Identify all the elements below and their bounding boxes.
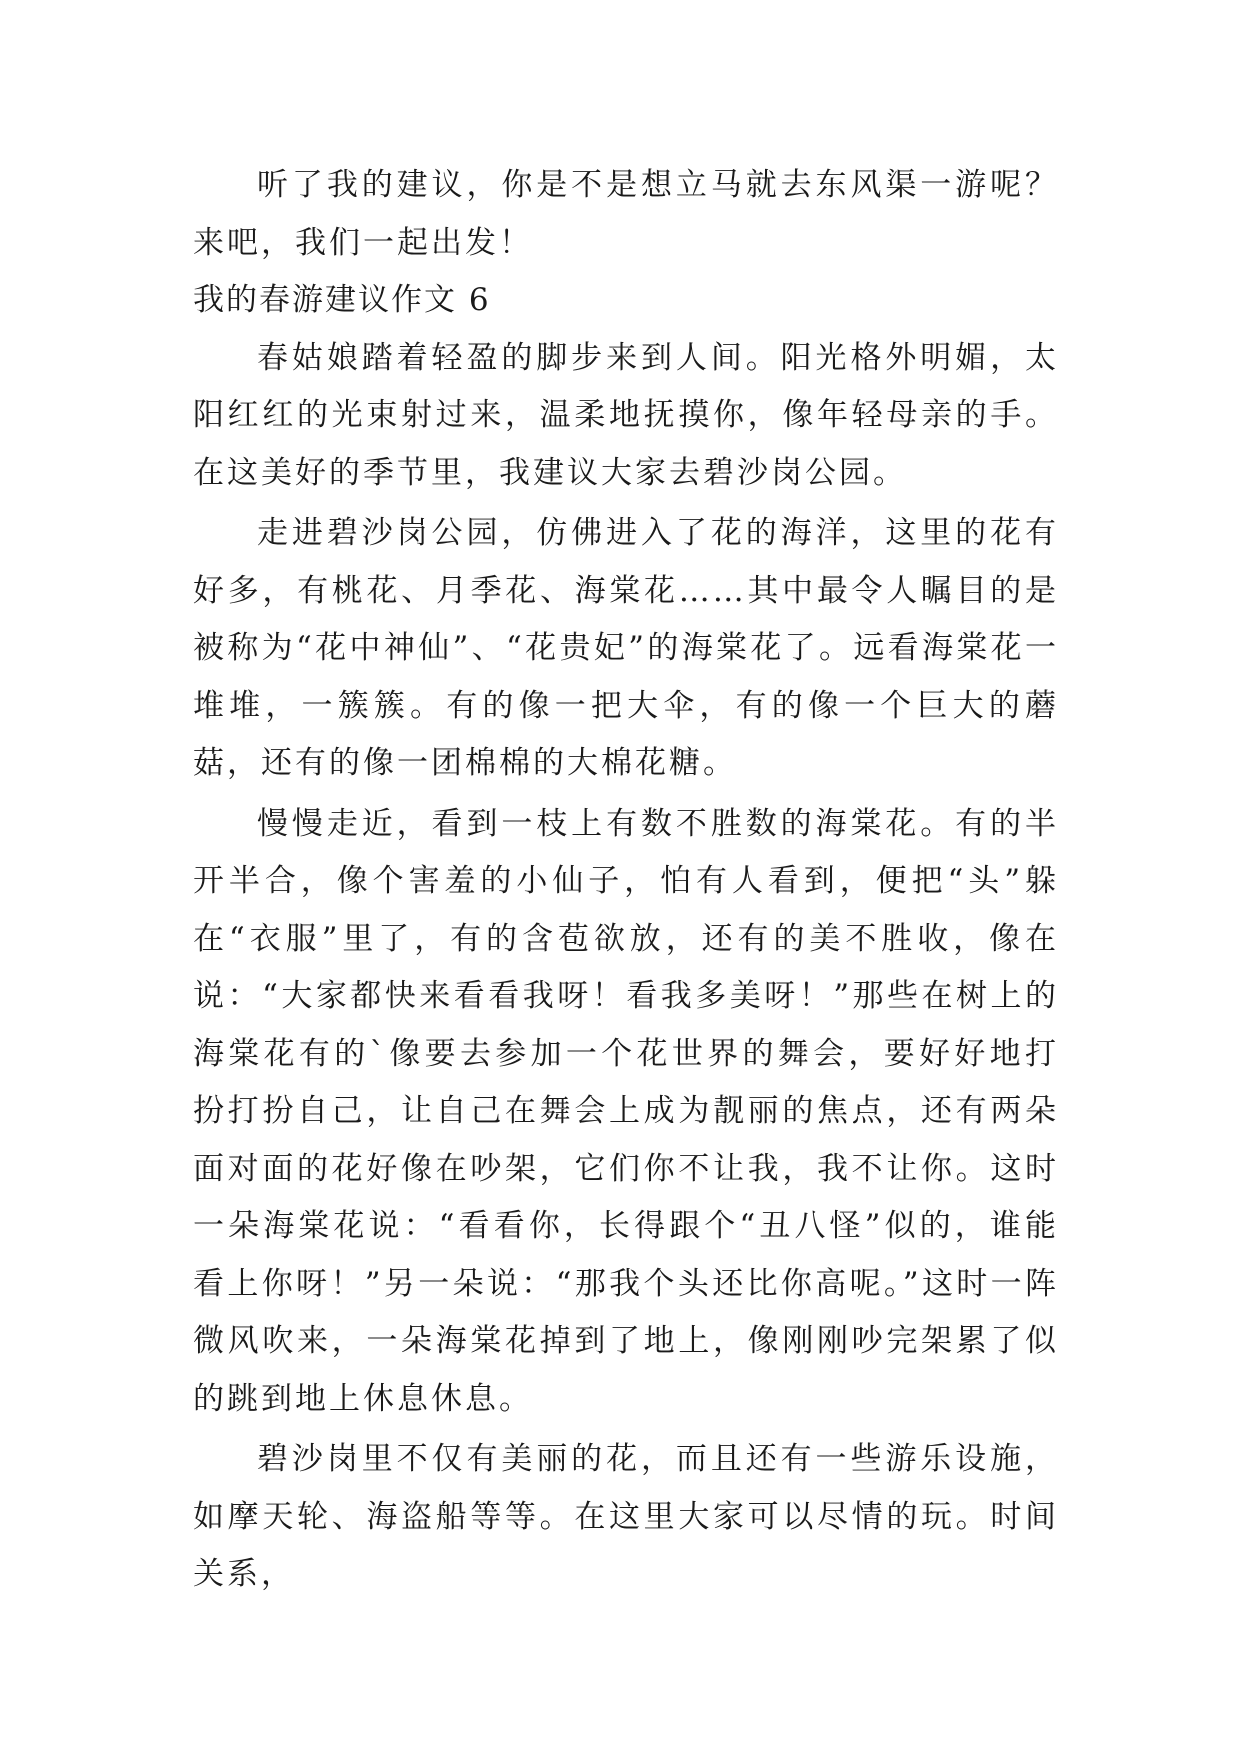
paragraph-amusement-rides: 碧沙岗里不仅有美丽的花，而且还有一些游乐设施，如摩天轮、海盗船等等。在这里大家可以尽情的玩。时间关系，: [193, 1441, 1059, 1592]
essay-heading: 我的春游建议作文 6: [193, 282, 491, 318]
paragraph-closing-invitation: 听了我的建议，你是不是想立马就去东风渠一游呢？来吧，我们一起出发！: [193, 167, 1059, 261]
paragraph-spring-intro: 春姑娘踏着轻盈的脚步来到人间。阳光格外明媚，太阳红红的光束射过来，温柔地抚摸你，像年轻母亲的手。在这美好的季节里，我建议大家去碧沙岗公园。: [193, 339, 1059, 491]
paragraph-begonia-detail: 慢慢走近，看到一枝上有数不胜数的海棠花。有的半开半合，像个害羞的小仙子，怕有人看到，便把“头”躲在“衣服”里了，有的含苞欲放，还有的美不胜收，像在说：“大家都快来看看我呀！看我多美呀！”那些在树上的海棠花有的`像要去参加一个花世界的舞会，要好好地打扮打扮自己，让自己在舞会上成为靓丽的焦点，还有两朵面对面的花好像在吵架，它们你不让我，我不让你。这时一朵海棠花说：“看看你，长得跟个“丑八怪”似的，谁能看上你呀！”另一朵说：“那我个头还比你高呢。”这时一阵微风吹来，一朵海棠花掉到了地上，像刚刚吵完架累了似的跳到地上休息休息。: [193, 805, 1059, 1417]
paragraph-park-flowers: 走进碧沙岗公园，仿佛进入了花的海洋，这里的花有好多，有桃花、月季花、海棠花……其中最令人瞩目的是被称为“花中神仙”、“花贵妃”的海棠花了。远看海棠花一堆堆，一簇簇。有的像一把大伞，有的像一个巨大的蘑菇，还有的像一团棉棉的大棉花糖。: [193, 515, 1059, 781]
document-body: [193, 157, 1059, 1604]
